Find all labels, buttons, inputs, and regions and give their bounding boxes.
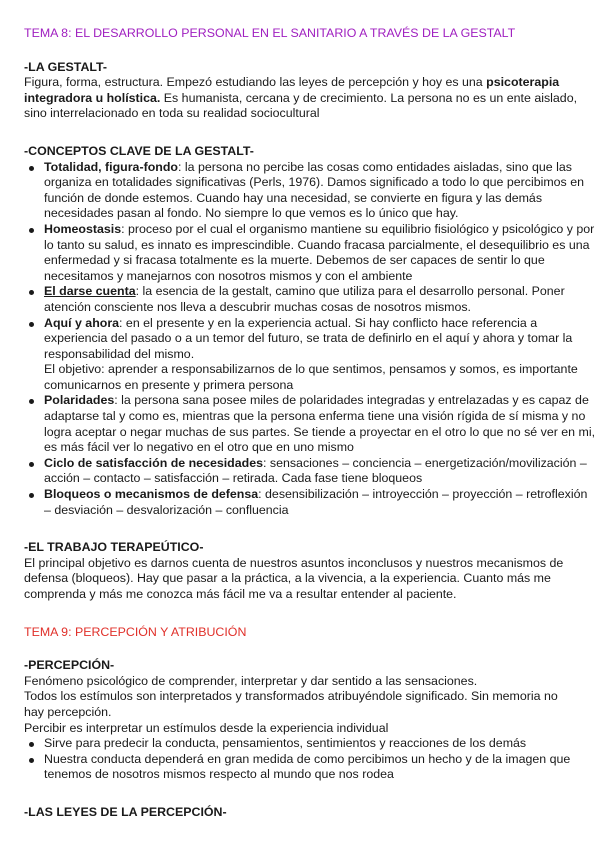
bullet-icon: [29, 228, 34, 233]
conceptos-list: [24, 159, 596, 519]
list-item: [24, 487, 596, 518]
trabajo-heading: -EL TRABAJO TERAPEÚTICO-: [24, 540, 204, 555]
concept-text: : en el presente y en la experiencia actual. Si hay conflicto hace referencia a experiencia del pasado o a un temor del futuro, se trata de definirlo en el aquí y ahora y tomar la responsabilidad del mismo.: [44, 315, 573, 361]
list-item: [24, 456, 596, 487]
concept-term: Ciclo de satisfacción de necesidades: [44, 455, 263, 470]
list-item: [24, 393, 596, 455]
conceptos-heading: -CONCEPTOS CLAVE DE LA GESTALT-: [24, 143, 254, 158]
bullet-icon: [29, 462, 34, 467]
percepcion-p2: Todos los estímulos son interpretados y transformados atribuyéndole significado. Sin memoria no hay percepción.: [24, 689, 558, 719]
list-item: [24, 160, 596, 222]
percepcion-bullet-text: Sirve para predecir la conducta, pensamientos, sentimientos y reacciones de los demás: [44, 736, 527, 751]
gestalt-paragraph: [24, 75, 579, 122]
bullet-icon: [29, 399, 34, 404]
concept-text: : la esencia de la gestalt, camino que utiliza para el desarrollo personal. Poner atención consciente nos lleva a descubrir muchas cosas de nosotros mismos.: [44, 284, 565, 314]
bullet-icon: [29, 166, 34, 171]
bullet-icon: [29, 322, 34, 327]
percepcion-list: [24, 736, 579, 783]
concept-extra: El objetivo: aprender a responsabilizarnos de lo que sentimos, pensamos y somos, es importante comunicarnos en presente y primera persona: [44, 362, 578, 392]
gestalt-text-rest: Es humanista, cercana y de crecimiento. La persona no es un ente aislado, sino interrelacionado en toda su realidad sociocultural: [24, 90, 578, 121]
list-item: [24, 316, 596, 394]
list-item: [24, 736, 596, 752]
concept-term: El darse cuenta: [44, 284, 136, 299]
percepcion-section: [24, 658, 579, 783]
percepcion-p1: Fenómeno psicológico de comprender, interpretar y dar sentido a las sensaciones.: [24, 673, 478, 688]
percepcion-p3: Percibir es interpretar un estímulos desde la experiencia individual: [24, 720, 389, 735]
gestalt-heading: -LA GESTALT-: [24, 59, 108, 74]
trabajo-paragraph: El principal objetivo es darnos cuenta de nuestros asuntos inconclusos y nuestros mecanismos de defensa (bloqueos). Hay que pasar a la práctica, a la vivencia, a la experiencia. Cuanto más me comprenda y más me conozca más fácil me va a resultar entender al paciente.: [24, 555, 564, 601]
concept-term: Bloqueos o mecanismos de defensa: [44, 487, 259, 502]
concept-text: : sensaciones – conciencia – energetización/movilización – acción – contacto – satisfacción – retirada. Cada fase tiene bloqueos: [44, 455, 587, 486]
list-item: [24, 284, 596, 315]
concept-text: : proceso por el cual el organismo mantiene su equilibrio fisiológico y psicológico y por lo tanto su salud, es innato es imprescindible. Cuando fracasa parcialmente, el desequilibrio es una enfermedad y si fracasa totalmente es la muerte. Debemos de ser capaces de sentir lo que necesitamos y manejarnos con nosotros mismos y con el ambiente: [44, 221, 595, 283]
tema8-title: TEMA 8: EL DESARROLLO PERSONAL EN EL SANITARIO A TRAVÉS DE LA GESTALT: [24, 26, 516, 40]
concept-term: Polaridades: [44, 393, 115, 408]
gestalt-text: Figura, forma, estructura. Empezó estudiando las leyes de percepción y hoy es una: [24, 75, 487, 90]
tema9-title: TEMA 9: PERCEPCIÓN Y ATRIBUCIÓN: [24, 624, 247, 639]
conceptos-section: [24, 143, 596, 518]
concept-term: Homeostasis: [44, 221, 122, 236]
concept-text: : la persona sana posee miles de polaridades integradas y entrelazadas y es capaz de adaptarse tal y como es, mientras que la persona enferma tiene una visión rígida de sí misma y no logra aceptar o negar muchas de sus partes. Se tiende a proyectar en el otro lo que no sé ver en mi, es más fácil ver lo negativo en el otro que en uno mismo: [44, 393, 596, 455]
percepcion-heading: -PERCEPCIÓN-: [24, 658, 115, 673]
concept-text: : la persona no percibe las cosas como entidades aisladas, sino que las organiza en totalidades significativas (Perls, 1976). Damos significado a todo lo que percibimos en función de donde estemos. Cuando hay una necesidad, se convierte en figura y las demás necesidades pasan al fondo. No siempre lo que vemos es lo único que hay.: [44, 159, 584, 221]
trabajo-section: [24, 540, 579, 602]
concept-term: Aquí y ahora: [44, 315, 120, 330]
list-item: [24, 222, 596, 284]
list-item: [24, 752, 596, 783]
leyes-heading: -LAS LEYES DE LA PERCEPCIÓN-: [24, 804, 227, 819]
percepcion-bullet-text: Nuestra conducta dependerá en gran medida de como percibimos un hecho y de la imagen que tenemos de nosotros mismos respecto al mundo que nos rodea: [44, 751, 571, 782]
bullet-icon: [29, 742, 34, 747]
concept-text: : desensibilización – introyección – proyección – retroflexión – desviación – desvalorización – confluencia: [44, 487, 588, 517]
bullet-icon: [29, 290, 34, 295]
bullet-icon: [29, 493, 34, 498]
gestalt-section: [24, 60, 579, 122]
concept-term: Totalidad, figura-fondo: [44, 159, 178, 174]
gestalt-bold-text: psicoterapia integradora u holística.: [24, 75, 560, 105]
bullet-icon: [29, 758, 34, 763]
